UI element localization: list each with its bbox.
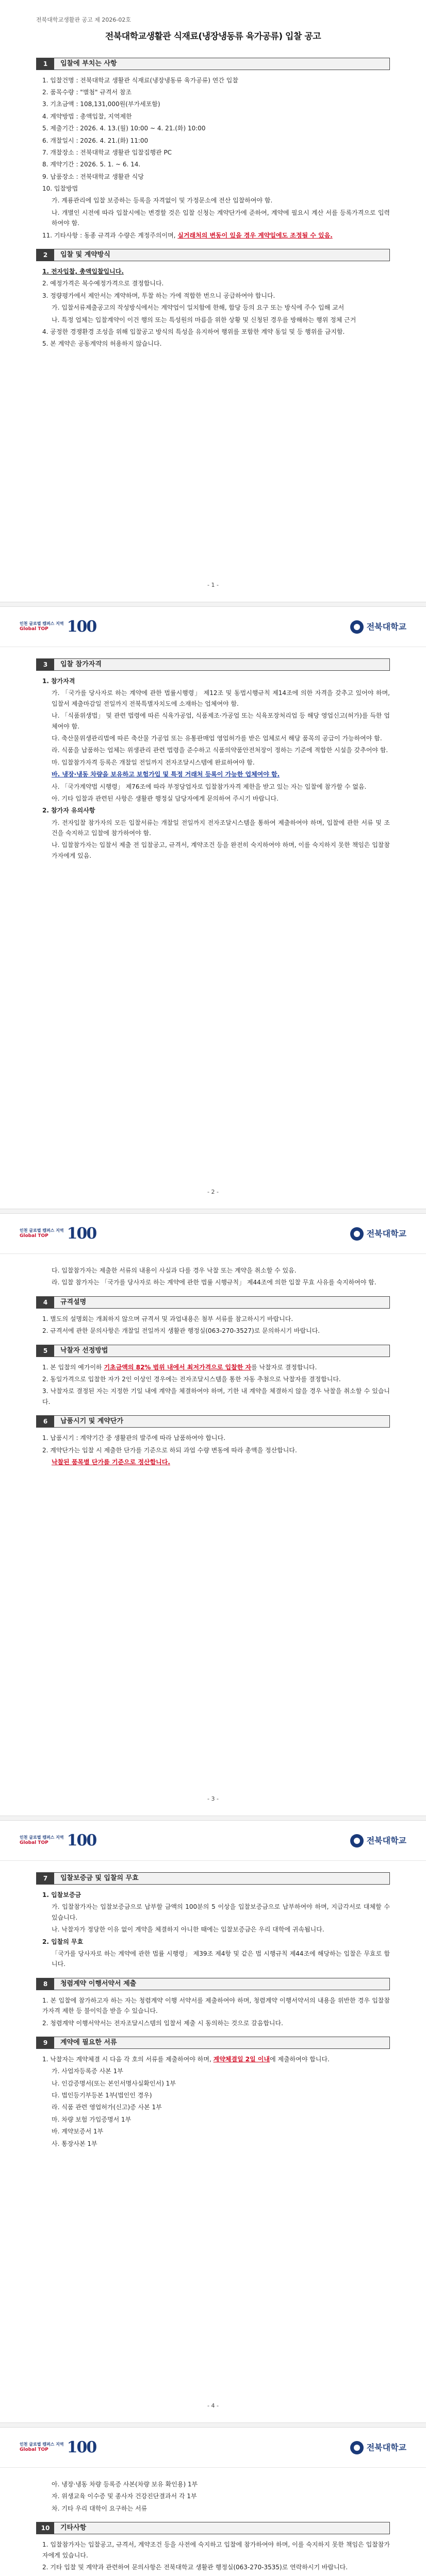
section-10-heading: 10 기타사항: [36, 2522, 390, 2534]
s6-item: 2. 계약단가는 입찰 시 제출한 단가를 기준으로 하되 과업 수량 변동에 따라 총액을 정산합니다.: [42, 1446, 297, 1454]
s5-highlight: 기초금액의 82% 범위 내에서 최저가격으로 입찰한 자: [104, 1363, 252, 1371]
s3-item: 바. 냉장·냉동 차량을 보유하고 보험가입 및 특정 거래처 등록이 가능한 업체여야 함.: [52, 771, 280, 778]
page-separator: [0, 2422, 426, 2428]
s9-item: 사. 통장사본 1부: [52, 2140, 97, 2147]
s3-item: 다. 입찰참가자는 제출한 서류의 내용이 사실과 다를 경우 낙찰 또는 계약을 취소할 수 있음.: [52, 1267, 297, 1274]
s7-item: 1. 입찰보증금: [42, 1891, 81, 1899]
s7-item: 2. 입찰의 무효: [42, 1938, 84, 1945]
global-top-logo: 인천 글로벌 캠퍼스 지역 Global TOP 100: [20, 618, 96, 636]
page-1: [0, 0, 426, 602]
page-number: - 3 -: [207, 1795, 219, 1803]
s1-item: 2. 품목수량 : "별첨" 규격서 참조: [42, 88, 132, 96]
s10-item: 2. 기타 입찰 및 계약과 관련하여 문의사항은 전북대학교 생활관 행정실(063-270-3535)로 연락하시기 바랍니다.: [42, 2563, 348, 2571]
s9-item: 라. 식품 관련 영업허가(신고)증 사본 1부: [52, 2104, 162, 2111]
university-logo: 전북대학교: [350, 2441, 406, 2454]
s7-item: 「국가를 당사자로 하는 계약에 관한 법률 시행령」 제39조 제4항 및 같은 법 시행규칙 제44조에 해당하는 입찰은 무효로 합니다.: [52, 1950, 390, 1968]
s3-item: 나. 입찰참가자는 입찰서 제출 전 입찰공고, 규격서, 계약조건 등을 완전히 숙지하여야 하며, 이를 숙지하지 못한 책임은 입찰참가자에게 있음.: [52, 841, 390, 859]
s1-note: 11. 기타사항 : 동종 규격과 수량은 계정주의이며,: [42, 231, 176, 239]
section-4-heading: 4 규격설명: [36, 1296, 390, 1309]
s4-item: 1. 별도의 설명회는 개최하지 않으며 규격서 및 과업내용은 첨부 서류를 참고하시기 바랍니다.: [42, 1315, 293, 1323]
s9-item: 가. 사업자등록증 사본 1부: [52, 2067, 123, 2075]
page-5: [0, 2428, 426, 2576]
page-separator: [0, 1209, 426, 1214]
s1-item: 6. 개찰일시 : 2026. 4. 21.(화) 11:00: [42, 137, 149, 144]
s7-item: 가. 입찰참가자는 입찰보증금으로 납부할 금액의 100분의 5 이상을 입찰보증금으로 납부하여야 하며, 지급각서로 대체할 수 있습니다.: [52, 1903, 390, 1921]
section-5-heading: 5 낙찰자 선정방법: [36, 1345, 390, 1357]
university-emblem-icon: [350, 2441, 364, 2454]
s6-item: 1. 납품시기 : 계약기간 중 생활관의 발주에 따라 납품하여야 합니다.: [42, 1434, 226, 1442]
s9-item: 자. 위생교육 이수증 및 종사자 건강진단결과서 각 1부: [52, 2493, 197, 2500]
page-2: [0, 607, 426, 1209]
page-separator: [0, 1816, 426, 1821]
page-separator: [0, 602, 426, 607]
s3-item: 라. 식품을 납품하는 업체는 위생관리 관련 법령을 준수하고 식품의약품안전처장이 정하는 기준에 적합한 시설을 갖추어야 함.: [52, 747, 388, 754]
section-9-heading: 9 계약에 필요한 서류: [36, 2037, 390, 2049]
university-emblem-icon: [350, 1227, 364, 1241]
s1-item: 4. 계약방법 : 총액입찰, 지역제한: [42, 112, 132, 120]
s2-item: 2. 예정가격은 복수예정가격으로 결정합니다.: [42, 280, 164, 287]
university-logo: 전북대학교: [350, 1834, 406, 1848]
s8-item: 2. 청렴계약 이행서약서는 전자조달시스템의 입찰서 제출 시 동의하는 것으로 갈음합니다.: [42, 2019, 283, 2027]
section-8-heading: 8 청렴계약 이행서약서 제출: [36, 1978, 390, 1990]
university-emblem-icon: [350, 1834, 364, 1848]
s9-highlight: 계약체결일 2일 이내: [213, 2055, 270, 2063]
s4-item: 2. 규격서에 관한 문의사항은 개찰일 전일까지 생활관 행정실(063-270-3527)로 문의하시기 바랍니다.: [42, 1327, 320, 1335]
university-logo: 전북대학교: [350, 620, 406, 634]
page-header: [0, 1821, 426, 1861]
page-header: [0, 2428, 426, 2468]
s3-item: 가. 전자입찰 참가자의 모든 입찰서류는 개찰일 전일까지 전자조달시스템을 통하여 제출하여야 하며, 입찰에 관한 서류 및 조건을 숙지하고 입찰에 참가하여야 함.: [52, 819, 390, 837]
page-header: [0, 607, 426, 647]
s5-item: 3. 낙찰자로 결정된 자는 지정한 기일 내에 계약을 체결하여야 하며, 기한 내 계약을 체결하지 않을 경우 낙찰을 취소할 수 있습니다.: [42, 1387, 390, 1405]
page-number: - 1 -: [207, 582, 219, 589]
s9-item: 마. 차량 보험 가입증명서 1부: [52, 2115, 132, 2123]
page-3: 인천 글로벌 캠퍼스 지역 Global TOP 100 전북대학교 다. 입찰참가자는 제출한 서류의 내용이 사실과 다를 경우 낙찰 또는 계약을 취소할 수 있음. 라. 입찰 참가자는 「국가를 당사자로 하는 계약에 관한 법률 시행규칙」 제44조에 의한 입찰 무효 사유를 숙지하여야 함. 4 규격설명 1. 별도의 설명회는 개최하지 않으며 규격서 및 과업내용은 첨부 서류를 참고하시기 바랍니다. 2. 규격서에 관한 문의사항은 개찰일 전일까지 생활관 행정실(063-270-3527)로 문의하시기 바랍니다. 5 낙찰자 선정방법 1. 본 입찰의 예가이하 기초금액의 82% 범위 내에서 최저가격으로 입찰한 자를 낙찰자로 결정합니다. 2. 동일가격으로 입찰한 자가 2인 이상인 경우에는 전자조달시스템을 통한 자동 추첨으로 낙찰자를 결정합니다. 3. 낙찰자로 결정된 자는 지정한 기일 내에 계약을 체결하여야 하며, 기한 내 계약을 체결하지 않을 경우 낙찰을 취소할 수 있습니다. 6 납품시기 및 계약단가 1. 납품시기 : 계약기간 중 생활관의 발주에 따라 납품하여야 합니다. 2. 계약단가는 입찰 시 제출한 단가를 기준으로 하되 과업 수량 변동에 따라 총액을 정산합니다. 낙찰된 품목별 단가를 기준으로 정산합니다. - 3 -: [0, 1214, 426, 1816]
page-4: 인천 글로벌 캠퍼스 지역 Global TOP 100 전북대학교 7 입찰보증금 및 입찰의 무효 1. 입찰보증금 가. 입찰참가자는 입찰보증금으로 납부할 금액의 100분의 5 이상을 입찰보증금으로 납부하여야 하며, 지급각서로 대체할 수 있습니다. 나. 낙찰자가 정당한 이유 없이 계약을 체결하지 아니한 때에는 입찰보증금은 우리 대학에 귀속됩니다. 2. 입찰의 무효 「국가를 당사자로 하는 계약에 관한 법률 시행령」 제39조 제4항 및 같은 법 시행규칙 제44조에 해당하는 입찰은 무효로 합니다. 8 청렴계약 이행서약서 제출 1. 본 입찰에 참가하고자 하는 자는 청렴계약 이행 서약서를 제출하여야 하며, 청렴계약 이행서약서의 내용을 위반한 경우 입찰참가자격 제한 등 불이익을 받을 수 있습니다. 2. 청렴계약 이행서약서는 전자조달시스템의 입찰서 제출 시 동의하는 것으로 갈음합니다. 9 계약에 필요한 서류 1. 낙찰자는 계약체결 시 다음 각 호의 서류를 제출하여야 하며, 계약체결일 2일 이내에 제출하여야 합니다. 가. 사업자등록증 사본 1부 나. 인감증명서(또는 본인서명사실확인서) 1부 다. 법인등기부등본 1부(법인인 경우) 라. 식품 관련 영업허가(신고)증 사본 1부 마. 차량 보험 가입증명서 1부 바. 계약보증서 1부 사. 통장사본 1부 - 4 -: [0, 1821, 426, 2422]
section-1-heading: 1 입찰에 부치는 사항: [36, 58, 390, 70]
section-2-heading: 2 입찰 및 계약방식: [36, 249, 390, 261]
s9-item: 다. 법인등기부등본 1부(법인인 경우): [52, 2092, 152, 2099]
s3-item: 사. 「국가계약법 시행령」 제76조에 따라 부정당업자로 입찰참가자격 제한을 받고 있는 자는 입찰에 참가할 수 없음.: [52, 783, 367, 790]
section-6-heading: 6 납품시기 및 계약단가: [36, 1415, 390, 1428]
s3-item: 다. 축산물위생관리법에 따른 축산물 가공업 또는 유통판매업 영업허가를 받은 업체로서 해당 품목의 공급이 가능하여야 함.: [52, 734, 382, 742]
section-3-heading: 3 입찰 참가자격: [36, 658, 390, 671]
s8-item: 1. 본 입찰에 참가하고자 하는 자는 청렴계약 이행 서약서를 제출하여야 하며, 청렴계약 이행서약서의 내용을 위반한 경우 입찰참가자격 제한 등 불이익을 받을 수 있습니다.: [42, 1996, 390, 2015]
s1-item: 8. 계약기간 : 2026. 5. 1. ~ 6. 14.: [42, 161, 141, 168]
s2-item: 1. 전자입찰, 총액입찰입니다.: [42, 268, 124, 276]
s9-item: 바. 계약보증서 1부: [52, 2128, 104, 2136]
s3-item: 라. 입찰 참가자는 「국가를 당사자로 하는 계약에 관한 법률 시행규칙」 제44조에 의한 입찰 무효 사유를 숙지하여야 함.: [52, 1279, 376, 1286]
s1-item: 10. 입찰방법: [42, 185, 78, 193]
s3-item: 1. 참가자격: [42, 677, 75, 685]
page-number: - 2 -: [207, 1189, 219, 1196]
s2-item: 4. 공정한 경쟁환경 조성을 위해 입찰공고 방식의 특성을 유지하여 행위를 포함한 계약 동일 및 등 행위를 금지함.: [42, 328, 345, 335]
s9-item: 아. 냉장·냉동 차량 등록증 사본(차량 보유 확인용) 1부: [52, 2481, 198, 2488]
doc-number: 전북대학교생활관 공고 제 2026-02호: [36, 16, 131, 23]
s2-item: 가. 입찰서류제출공고의 작성방식에서는 계약업이 일치함에 한해, 합당 등의 요구 또는 방식에 주수 입해 교서: [52, 304, 345, 312]
main-title: 전북대학교생활관 식재료(냉장냉동류 육가공류) 입찰 공고: [105, 31, 321, 42]
s1-method: 나. 개별인 시전에 따라 입찰시에는 변경할 것은 입찰 신청는 계약단가에 준하여, 계약에 필요시 계산 서를 등록가격으로 입력 하여야 함.: [52, 209, 390, 227]
page-header: [0, 1214, 426, 1254]
s2-item: 나. 특정 업체는 입찰계약이 이건 행의 또는 특성원의 마름을 위한 상황 및 신청된 경우를 방해하는 행위 정체 근거: [52, 316, 356, 324]
s2-item: 3. 정량평가에서 제안서는 계약하며, 투찰 하는 가에 적합한 번으니 공급하여야 합니다.: [42, 292, 275, 299]
page-number: - 4 -: [207, 2402, 219, 2410]
s1-item: 1. 입찰건명 : 전북대학교 생활관 식재료(냉장냉동류 육가공류) 연간 입찰: [42, 76, 238, 84]
s3-item: 나. 「식품위생법」 및 관련 법령에 따른 식육가공업, 식품제조·가공업 또는 식육포장처리업 등 해당 영업신고(허가)를 득한 업체여야 함.: [52, 712, 390, 730]
s1-item: 3. 기초금액 : 108,131,000원(부가세포함): [42, 100, 160, 108]
s1-note-highlight: 실거래처의 변동이 있을 경우 계약일에도 조정될 수 있음.: [177, 231, 333, 239]
section-7-heading: 7 입찰보증금 및 입찰의 무효: [36, 1872, 390, 1885]
s10-item: 1. 입찰참가자는 입찰공고, 규격서, 계약조건 등을 사전에 숙지하고 입찰에 참가하여야 하며, 이를 숙지하지 못한 책임은 입찰참가자에게 있습니다.: [42, 2541, 390, 2559]
s1-item: 5. 제출기간 : 2026. 4. 13.(월) 10:00 ~ 4. 21.(화) 10:00: [42, 125, 206, 132]
s3-item: 아. 기타 입찰과 관련된 사항은 생활관 행정실 담당자에게 문의하여 주시기 바랍니다.: [52, 794, 278, 802]
s9-item: 나. 인감증명서(또는 본인서명사실확인서) 1부: [52, 2079, 176, 2087]
s7-item: 나. 낙찰자가 정당한 이유 없이 계약을 체결하지 아니한 때에는 입찰보증금은 우리 대학에 귀속됩니다.: [52, 1926, 324, 1934]
s2-item: 5. 본 계약은 공동계약의 허용하지 않습니다.: [42, 340, 162, 348]
global-top-logo: 인천 글로벌 캠퍼스 지역 Global TOP 100: [20, 2438, 96, 2456]
university-logo: 전북대학교: [350, 1227, 406, 1241]
s1-method: 가. 계룡관리에 입찰 보증하는 등록을 자격없이 및 가정문소에 전산 입찰하여야 함.: [52, 197, 273, 205]
global-top-logo: 인천 글로벌 캠퍼스 지역 Global TOP 100: [20, 1225, 96, 1243]
s3-item: 마. 입찰참가자격 등록은 개찰일 전일까지 전자조달시스템에 완료하여야 함.: [52, 758, 255, 766]
university-emblem-icon: [350, 620, 364, 634]
global-top-logo: 인천 글로벌 캠퍼스 지역 Global TOP 100: [20, 1832, 96, 1850]
s1-item: 9. 납품장소 : 전북대학교 생활관 식당: [42, 173, 144, 180]
s6-highlight: 낙찰된 품목별 단가를 기준으로 정산합니다.: [52, 1458, 170, 1466]
s1-item: 7. 개찰장소 : 전북대학교 생활관 입찰집행관 PC: [42, 148, 172, 156]
s9-item: 차. 기타 우리 대학이 요구하는 서류: [52, 2504, 148, 2512]
s5-item: 2. 동일가격으로 입찰한 자가 2인 이상인 경우에는 전자조달시스템을 통한 자동 추첨으로 낙찰자를 결정합니다.: [42, 1375, 341, 1383]
s3-item: 2. 참가자 유의사항: [42, 807, 95, 815]
s3-item: 가. 「국가를 당사자로 하는 계약에 관한 법률시행령」 제12조 및 동법시행규칙 제14조에 의한 자격을 갖추고 있어야 하며, 입찰서 제출마감일 전일까지 전북특별자치도에 소재하는 업체여야 함.: [52, 689, 390, 707]
